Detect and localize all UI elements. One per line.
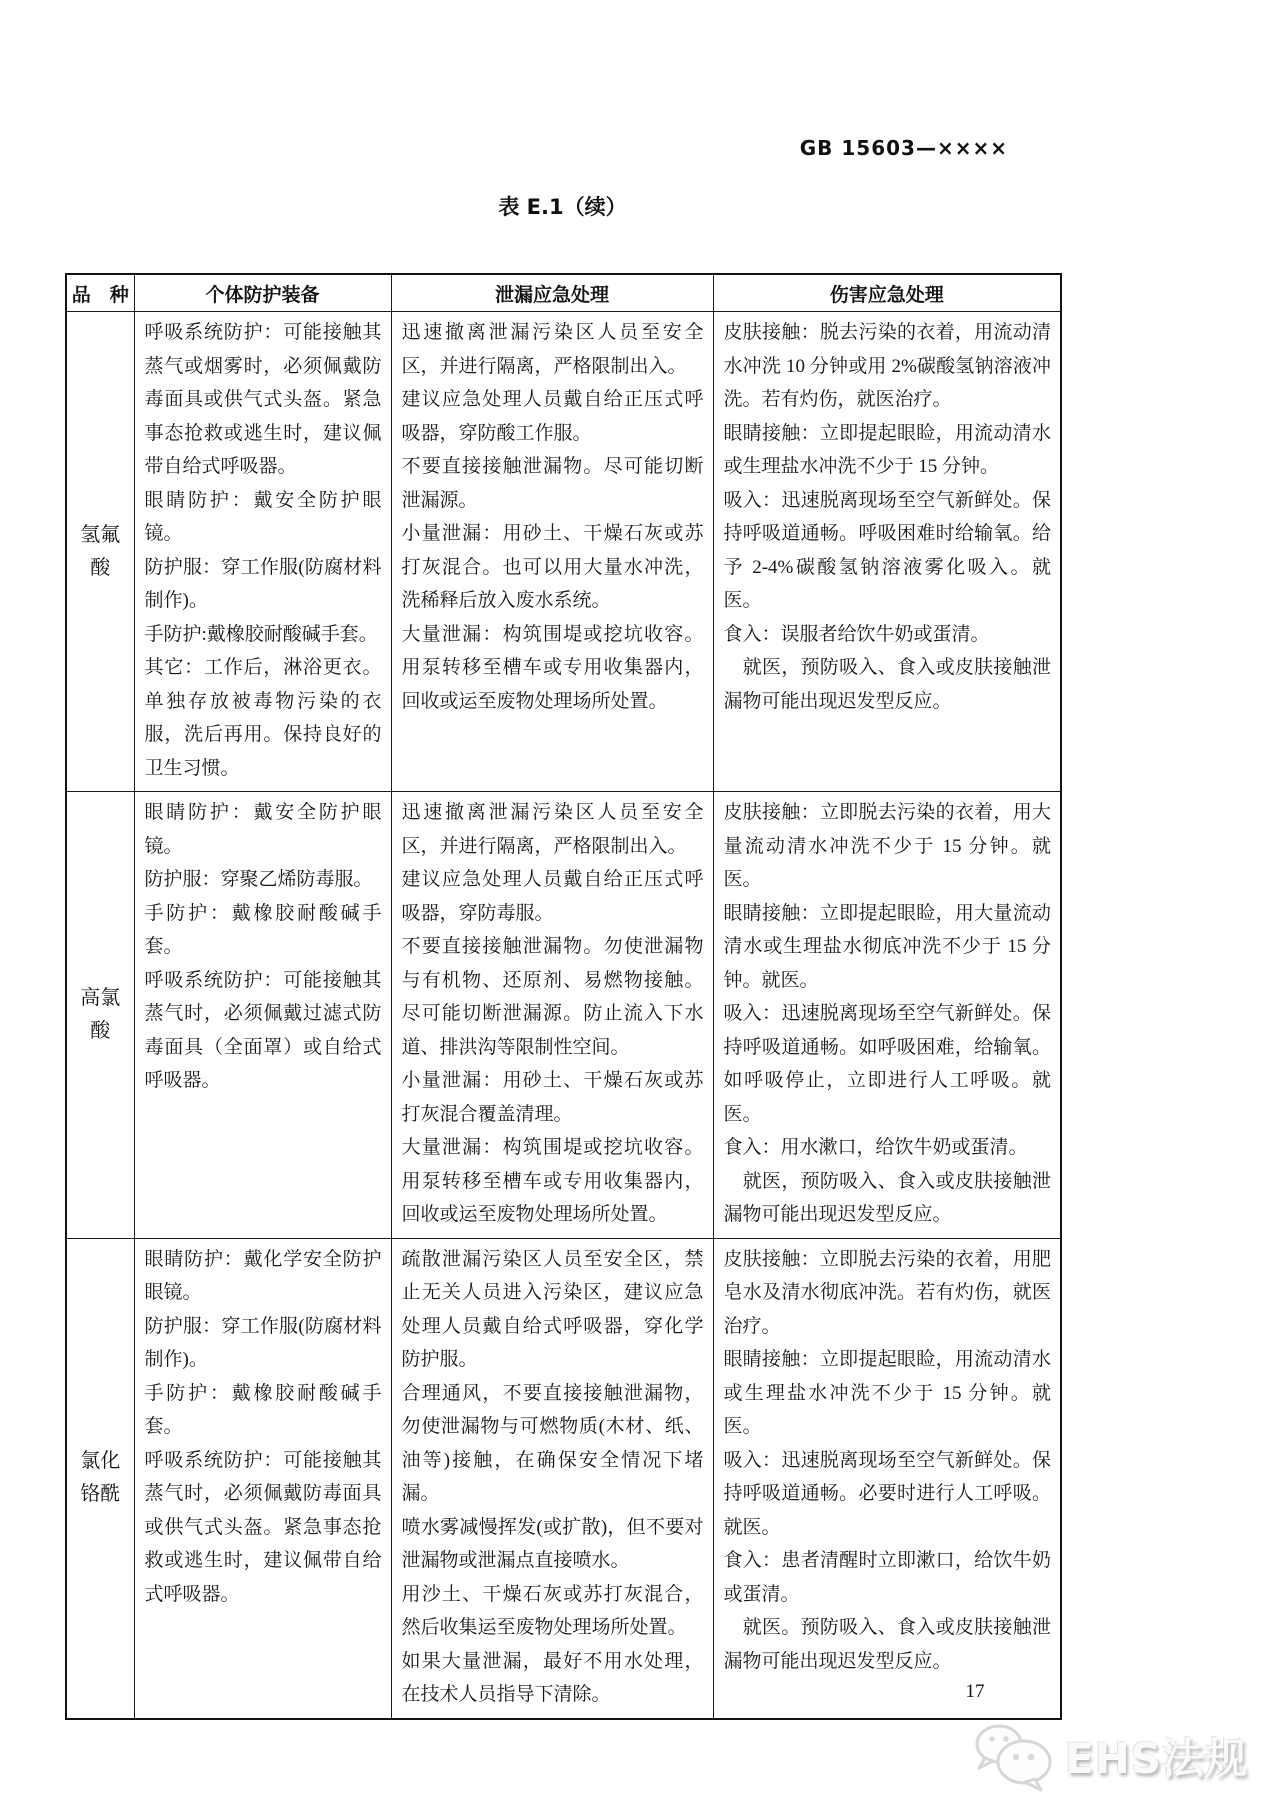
cell-paragraph: 食入：患者清醒时立即漱口，给饮牛奶或蛋清。 <box>723 1550 1051 1605</box>
species-name: 氢氟酸 <box>80 523 121 579</box>
cell-paragraph: 合理通风，不要直接接触泄漏物，勿使泄漏物与可燃物质(木材、纸、油等)接触，在确保安全情况下堵漏。 <box>401 1382 704 1504</box>
cell-paragraph: 眼睛接触：立即提起眼睑，用流动清水或生理盐水冲洗不少于 15 分钟。就医。 <box>723 1349 1051 1437</box>
cell-paragraph: 用沙土、干燥石灰或苏打灰混合，然后收集运至废物处理场所处置。 <box>401 1583 704 1638</box>
ppe-cell <box>134 312 391 792</box>
watermark-label: EHS法规 <box>1064 1734 1248 1783</box>
cell-paragraph: 眼睛接触：立即提起眼睑，用流动清水或生理盐水冲洗不少于 15 分钟。 <box>723 422 1051 477</box>
cell-paragraph: 手防护：戴橡胶耐酸碱手套。 <box>144 1382 382 1437</box>
cell-paragraph: 就医，预防吸入、食入或皮肤接触泄漏物可能出现迟发型反应。 <box>723 1170 1051 1225</box>
col-header-leak: 泄漏应急处理 <box>391 274 713 312</box>
cell-paragraph: 吸入：迅速脱离现场至空气新鲜处。保持呼吸道通畅。呼吸困难时给输氧。给予 2-4%碳酸氢钠溶液雾化吸入。就医。 <box>723 489 1051 611</box>
cell-paragraph: 疏散泄漏污染区人员至安全区，禁止无关人员进入污染区，建议应急处理人员戴自给式呼吸器，穿化学防护服。 <box>401 1248 704 1370</box>
table-header-row <box>66 274 1061 312</box>
cell-paragraph: 皮肤接触：立即脱去污染的衣着，用肥皂水及清水彻底冲洗。若有灼伤，就医治疗。 <box>723 1248 1051 1337</box>
cell-paragraph: 迅速撤离泄漏污染区人员至安全区，并进行隔离，严格限制出入。 <box>401 802 704 857</box>
cell-paragraph: 建议应急处理人员戴自给正压式呼吸器，穿防酸工作服。 <box>401 389 704 444</box>
ppe-cell <box>134 1238 391 1719</box>
leak-cell <box>391 312 713 792</box>
cell-paragraph: 皮肤接触：脱去污染的衣着，用流动清水冲洗 10 分钟或用 2%碳酸氢钠溶液冲洗。若有灼伤，就医治疗。 <box>723 322 1051 410</box>
cell-paragraph: 眼睛防护：戴化学安全防护眼镜。 <box>144 1248 382 1303</box>
cell-paragraph: 皮肤接触：立即脱去污染的衣着，用大量流动清水冲洗不少于 15 分钟。就医。 <box>723 802 1051 890</box>
table-title: 表 E.1（续） <box>498 195 627 219</box>
leak-cell <box>391 792 713 1239</box>
col-header-species: 品 种 <box>66 274 134 312</box>
cell-paragraph: 手防护:戴橡胶耐酸碱手套。 <box>144 623 378 645</box>
table-row <box>66 792 1061 1239</box>
table-row <box>66 312 1061 792</box>
species-name: 氯化铬酰 <box>80 1450 121 1505</box>
cell-paragraph: 就医。预防吸入、食入或皮肤接触泄漏物可能出现迟发型反应。 <box>723 1617 1051 1672</box>
cell-paragraph: 小量泄漏：用砂土、干燥石灰或苏打灰混合覆盖清理。 <box>401 1070 704 1125</box>
injury-cell <box>713 792 1061 1239</box>
cell-paragraph: 防护服：穿工作服(防腐材料制作)。 <box>144 1315 382 1370</box>
cell-paragraph: 不要直接接触泄漏物。勿使泄漏物与有机物、还原剂、易燃物接触。尽可能切断泄漏源。防止流入下水道、排洪沟等限制性空间。 <box>401 936 704 1058</box>
cell-paragraph: 呼吸系统防护：可能接触其蒸气或烟雾时，必须佩戴防毒面具或供气式头盔。紧急事态抢救或逃生时，建议佩带自给式呼吸器。 <box>144 322 382 477</box>
species-cell <box>66 312 134 792</box>
col-header-injury: 伤害应急处理 <box>713 274 1061 312</box>
cell-paragraph: 大量泄漏：构筑围堤或挖坑收容。用泵转移至槽车或专用收集器内，回收或运至废物处理场所处置。 <box>401 623 704 712</box>
cell-paragraph: 就医，预防吸入、食入或皮肤接触泄漏物可能出现迟发型反应。 <box>723 657 1051 712</box>
watermark <box>969 1716 1248 1796</box>
species-cell <box>66 1238 134 1719</box>
wechat-icon <box>969 1718 1057 1794</box>
hazard-emergency-table <box>65 273 1062 1720</box>
cell-paragraph: 眼睛防护：戴安全防护眼镜。 <box>144 489 382 544</box>
col-header-ppe: 个体防护装备 <box>134 274 391 312</box>
cell-paragraph: 不要直接接触泄漏物。尽可能切断泄漏源。 <box>401 456 704 511</box>
cell-paragraph: 建议应急处理人员戴自给正压式呼吸器，穿防毒服。 <box>401 869 704 924</box>
cell-paragraph: 如果大量泄漏，最好不用水处理，在技术人员指导下清除。 <box>401 1650 704 1705</box>
cell-paragraph: 迅速撤离泄漏污染区人员至安全区，并进行隔离，严格限制出入。 <box>401 322 704 377</box>
cell-paragraph: 眼睛防护：戴安全防护眼镜。 <box>144 802 382 857</box>
cell-paragraph: 眼睛接触：立即提起眼睑，用大量流动清水或生理盐水彻底冲洗不少于 15 分钟。就医。 <box>723 902 1051 991</box>
cell-paragraph: 防护服：穿工作服(防腐材料制作)。 <box>144 556 382 611</box>
table-row <box>66 1238 1061 1719</box>
cell-paragraph: 防护服：穿聚乙烯防毒服。 <box>144 869 373 890</box>
cell-paragraph: 吸入：迅速脱离现场至空气新鲜处。保持呼吸道通畅。如呼吸困难，给输氧。如呼吸停止，立即进行人工呼吸。就医。 <box>723 1003 1051 1125</box>
cell-paragraph: 其它：工作后，淋浴更衣。单独存放被毒物污染的衣服，洗后再用。保持良好的卫生习惯。 <box>144 657 382 779</box>
cell-paragraph: 食入：误服者给饮牛奶或蛋清。 <box>723 623 990 645</box>
injury-cell <box>713 1238 1061 1719</box>
cell-paragraph: 呼吸系统防护：可能接触其蒸气时，必须佩戴过滤式防毒面具（全面罩）或自给式呼吸器。 <box>144 969 382 1091</box>
standard-code: GB 15603—×××× <box>799 136 1008 160</box>
page-number: 17 <box>965 1681 985 1702</box>
cell-paragraph: 大量泄漏：构筑围堤或挖坑收容。用泵转移至槽车或专用收集器内，回收或运至废物处理场所处置。 <box>401 1137 704 1225</box>
cell-paragraph: 喷水雾减慢挥发(或扩散)，但不要对泄漏物或泄漏点直接喷水。 <box>401 1516 704 1571</box>
cell-paragraph: 吸入：迅速脱离现场至空气新鲜处。保持呼吸道通畅。必要时进行人工呼吸。就医。 <box>723 1449 1051 1538</box>
species-name: 高氯酸 <box>80 986 121 1042</box>
ppe-cell <box>134 792 391 1239</box>
cell-paragraph: 食入：用水漱口，给饮牛奶或蛋清。 <box>723 1137 1028 1158</box>
cell-paragraph: 小量泄漏：用砂土、干燥石灰或苏打灰混合。也可以用大量水冲洗，洗稀释后放入废水系统。 <box>401 523 704 611</box>
leak-cell <box>391 1238 713 1719</box>
cell-paragraph: 手防护：戴橡胶耐酸碱手套。 <box>144 902 382 957</box>
injury-cell <box>713 312 1061 792</box>
cell-paragraph: 呼吸系统防护：可能接触其蒸气时，必须佩戴防毒面具或供气式头盔。紧急事态抢救或逃生时，建议佩带自给式呼吸器。 <box>144 1449 382 1605</box>
species-cell <box>66 792 134 1239</box>
